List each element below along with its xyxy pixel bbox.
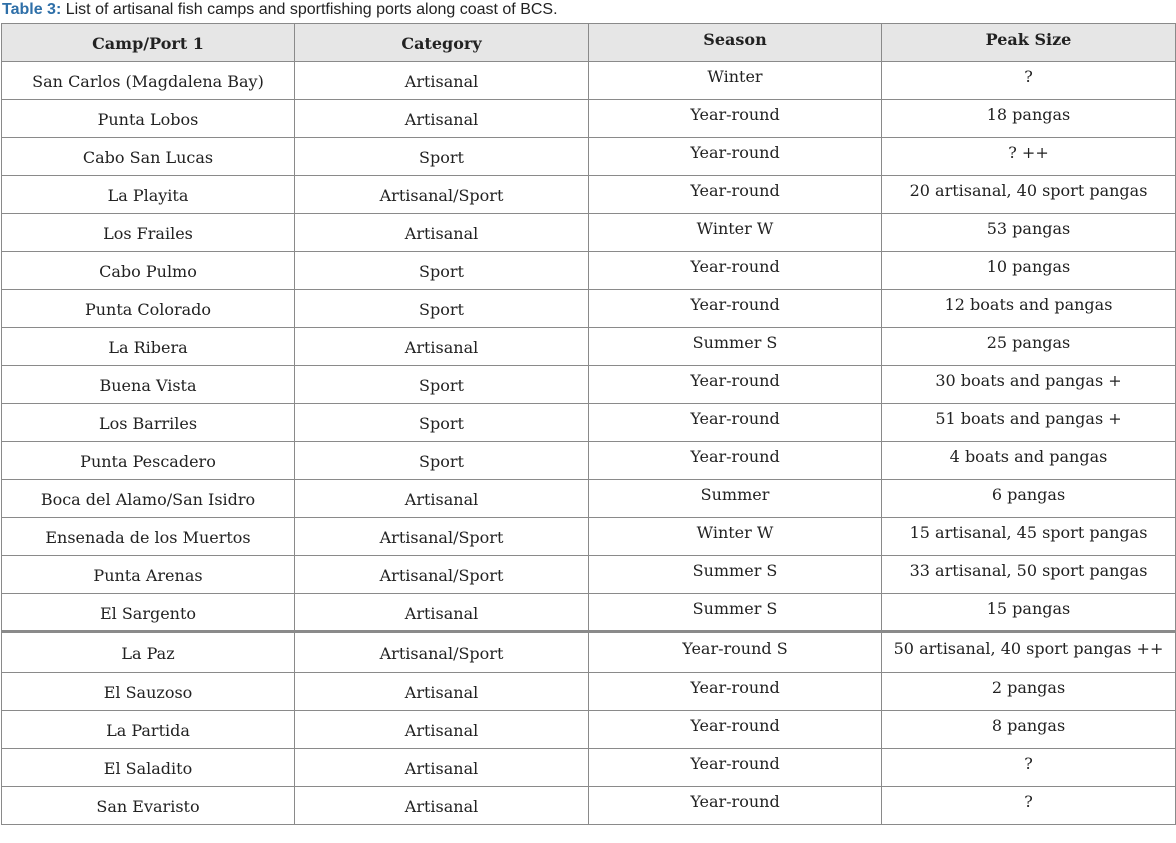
cell-category: Artisanal/Sport: [295, 518, 589, 556]
cell-peak-size: 6 pangas: [882, 480, 1176, 518]
cell-season: Year-round: [589, 176, 882, 214]
cell-category: Artisanal: [295, 711, 589, 749]
cell-peak-size: 12 boats and pangas: [882, 290, 1176, 328]
cell-peak-size: 20 artisanal, 40 sport pangas: [882, 176, 1176, 214]
cell-season: Year-round: [589, 711, 882, 749]
header-peak-size: Peak Size: [882, 24, 1176, 62]
cell-peak-size: 4 boats and pangas: [882, 442, 1176, 480]
cell-season: Summer S: [589, 556, 882, 594]
cell-peak-size: 30 boats and pangas +: [882, 366, 1176, 404]
cell-season: Year-round: [589, 290, 882, 328]
cell-camp-port: Boca del Alamo/San Isidro: [2, 480, 295, 518]
cell-camp-port: La Paz: [2, 632, 295, 673]
cell-camp-port: El Sauzoso: [2, 673, 295, 711]
cell-category: Artisanal/Sport: [295, 556, 589, 594]
cell-category: Sport: [295, 252, 589, 290]
table-body: [2, 62, 1176, 825]
cell-peak-size: 51 boats and pangas +: [882, 404, 1176, 442]
cell-peak-size: 8 pangas: [882, 711, 1176, 749]
caption-label: Table 3:: [2, 1, 62, 18]
table-row: [2, 214, 1176, 252]
cell-camp-port: Ensenada de los Muertos: [2, 518, 295, 556]
cell-season: Year-round S: [589, 632, 882, 673]
cell-season: Winter: [589, 62, 882, 100]
cell-category: Artisanal: [295, 673, 589, 711]
cell-season: Summer: [589, 480, 882, 518]
table-row: [2, 404, 1176, 442]
cell-camp-port: Los Barriles: [2, 404, 295, 442]
table-row: [2, 518, 1176, 556]
cell-peak-size: 15 artisanal, 45 sport pangas: [882, 518, 1176, 556]
cell-camp-port: Punta Lobos: [2, 100, 295, 138]
cell-camp-port: El Saladito: [2, 749, 295, 787]
table-row: [2, 290, 1176, 328]
table-row: [2, 749, 1176, 787]
table-row: [2, 711, 1176, 749]
table-row: [2, 100, 1176, 138]
fish-camps-table: [1, 23, 1176, 825]
cell-category: Artisanal/Sport: [295, 176, 589, 214]
cell-season: Year-round: [589, 366, 882, 404]
caption-text: List of artisanal fish camps and sportfishing ports along coast of BCS.: [61, 1, 558, 18]
cell-camp-port: Cabo San Lucas: [2, 138, 295, 176]
cell-season: Year-round: [589, 252, 882, 290]
header-camp-port: Camp/Port 1: [2, 24, 295, 62]
cell-peak-size: ? ++: [882, 138, 1176, 176]
cell-season: Year-round: [589, 100, 882, 138]
cell-season: Winter W: [589, 518, 882, 556]
cell-camp-port: Buena Vista: [2, 366, 295, 404]
cell-peak-size: 15 pangas: [882, 594, 1176, 632]
cell-season: Summer S: [589, 594, 882, 632]
cell-season: Year-round: [589, 404, 882, 442]
table-caption: [2, 0, 558, 22]
cell-category: Artisanal: [295, 480, 589, 518]
table-header-row: [2, 24, 1176, 62]
cell-camp-port: El Sargento: [2, 594, 295, 632]
cell-peak-size: ?: [882, 787, 1176, 825]
cell-camp-port: La Playita: [2, 176, 295, 214]
cell-camp-port: Punta Pescadero: [2, 442, 295, 480]
table-row: [2, 366, 1176, 404]
table-row: [2, 673, 1176, 711]
cell-category: Sport: [295, 290, 589, 328]
cell-category: Artisanal: [295, 62, 589, 100]
cell-camp-port: La Ribera: [2, 328, 295, 366]
table-row: [2, 480, 1176, 518]
cell-season: Winter W: [589, 214, 882, 252]
table-row: [2, 787, 1176, 825]
table-row: [2, 594, 1176, 632]
cell-category: Artisanal: [295, 328, 589, 366]
cell-season: Summer S: [589, 328, 882, 366]
cell-peak-size: ?: [882, 749, 1176, 787]
cell-peak-size: ?: [882, 62, 1176, 100]
cell-peak-size: 2 pangas: [882, 673, 1176, 711]
cell-peak-size: 25 pangas: [882, 328, 1176, 366]
cell-season: Year-round: [589, 442, 882, 480]
cell-category: Artisanal: [295, 749, 589, 787]
cell-category: Artisanal: [295, 594, 589, 632]
cell-peak-size: 18 pangas: [882, 100, 1176, 138]
cell-peak-size: 53 pangas: [882, 214, 1176, 252]
cell-peak-size: 10 pangas: [882, 252, 1176, 290]
cell-camp-port: San Evaristo: [2, 787, 295, 825]
cell-season: Year-round: [589, 787, 882, 825]
cell-category: Artisanal/Sport: [295, 632, 589, 673]
cell-camp-port: Cabo Pulmo: [2, 252, 295, 290]
table-row: [2, 62, 1176, 100]
cell-camp-port: Los Frailes: [2, 214, 295, 252]
cell-season: Year-round: [589, 673, 882, 711]
table-row: [2, 252, 1176, 290]
table-row: [2, 632, 1176, 673]
table-row: [2, 556, 1176, 594]
cell-category: Sport: [295, 442, 589, 480]
cell-category: Artisanal: [295, 787, 589, 825]
cell-season: Year-round: [589, 138, 882, 176]
cell-camp-port: Punta Colorado: [2, 290, 295, 328]
cell-camp-port: La Partida: [2, 711, 295, 749]
table-row: [2, 442, 1176, 480]
cell-category: Sport: [295, 138, 589, 176]
table-row: [2, 328, 1176, 366]
cell-season: Year-round: [589, 749, 882, 787]
header-season: Season: [589, 24, 882, 62]
cell-camp-port: San Carlos (Magdalena Bay): [2, 62, 295, 100]
table-row: [2, 176, 1176, 214]
cell-category: Artisanal: [295, 214, 589, 252]
cell-category: Sport: [295, 366, 589, 404]
cell-category: Artisanal: [295, 100, 589, 138]
header-category: Category: [295, 24, 589, 62]
cell-camp-port: Punta Arenas: [2, 556, 295, 594]
cell-peak-size: 50 artisanal, 40 sport pangas ++: [882, 632, 1176, 673]
table-row: [2, 138, 1176, 176]
cell-peak-size: 33 artisanal, 50 sport pangas: [882, 556, 1176, 594]
cell-category: Sport: [295, 404, 589, 442]
